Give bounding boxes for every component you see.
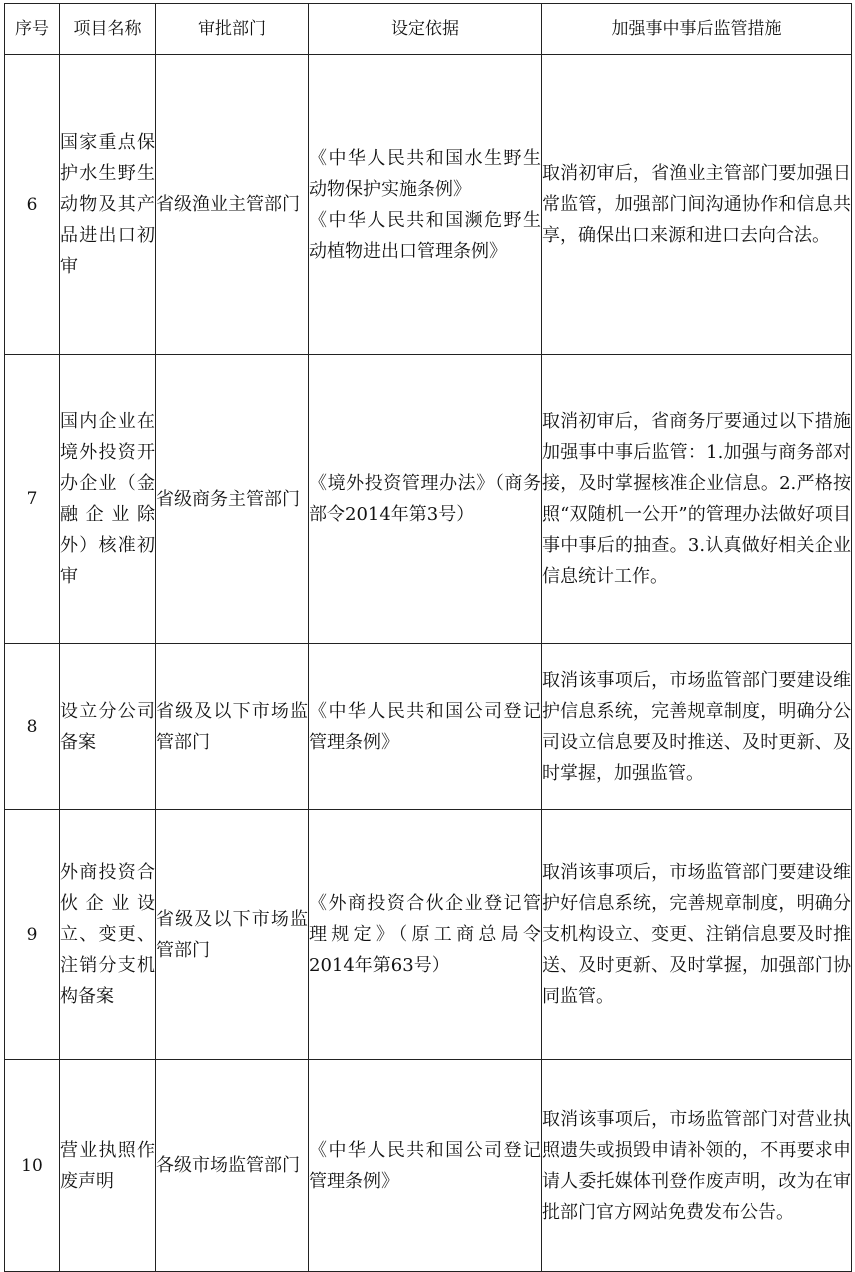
table-row [5,355,852,644]
row-dept: 省级渔业主管部门 [156,55,309,355]
basis-line: 《境外投资管理办法》（商务部令2014年第3号） [309,473,541,525]
table-row [5,55,852,355]
row-item-name: 国内企业在境外投资开办企业（金融企业除外）核准初审 [60,355,156,644]
basis-line: 《外商投资合伙企业登记管理规定》（原工商总局令2014年第63号） [309,893,541,976]
row-item-name: 设立分公司备案 [60,644,156,810]
row-dept: 省级及以下市场监管部门 [156,810,309,1060]
header-basis: 设定依据 [309,4,542,55]
table-row [5,644,852,810]
row-measures: 取消该事项后，市场监管部门对营业执照遗失或损毁申请补领的，不再要求申请人委托媒体刊登作废声明，改为在审批部门官方网站免费发布公告。 [542,1060,852,1272]
row-basis [309,355,542,644]
header-dept: 审批部门 [156,4,309,55]
row-no: 7 [5,355,60,644]
basis-line: 《中华人民共和国公司登记管理条例》 [309,700,541,753]
row-basis [309,810,542,1060]
row-basis [309,1060,542,1272]
header-no: 序号 [5,4,60,55]
header-measures: 加强事中事后监管措施 [542,4,852,55]
approval-items-table [4,3,852,1272]
row-no: 6 [5,55,60,355]
row-item-name: 国家重点保护水生野生动物及其产品进出口初审 [60,55,156,355]
table-header-row [5,4,852,55]
row-dept: 各级市场监管部门 [156,1060,309,1272]
row-dept: 省级及以下市场监管部门 [156,644,309,810]
row-no: 8 [5,644,60,810]
row-item-name: 营业执照作废声明 [60,1060,156,1272]
row-dept: 省级商务主管部门 [156,355,309,644]
row-basis [309,644,542,810]
row-no: 10 [5,1060,60,1272]
row-no: 9 [5,810,60,1060]
table-row [5,810,852,1060]
row-basis [309,55,542,355]
table-row [5,1060,852,1272]
basis-line: 《中华人民共和国水生野生动物保护实施条例》 [309,147,541,200]
basis-line: 《中华人民共和国濒危野生动植物进出口管理条例》 [309,209,541,262]
basis-line: 《中华人民共和国公司登记管理条例》 [309,1139,541,1192]
row-measures: 取消初审后，省渔业主管部门要加强日常监管，加强部门间沟通协作和信息共享，确保出口来源和进口去向合法。 [542,55,852,355]
row-measures: 取消该事项后，市场监管部门要建设维护信息系统，完善规章制度，明确分公司设立信息要及时推送、及时更新、及时掌握，加强监管。 [542,644,852,810]
row-measures: 取消初审后，省商务厅要通过以下措施加强事中事后监管：1.加强与商务部对接，及时掌握核准企业信息。2.严格按照“双随机一公开”的管理办法做好项目事中事后的抽查。3.认真做好相关企业信息统计工作。 [542,355,852,644]
row-item-name: 外商投资合伙企业设立、变更、注销分支机构备案 [60,810,156,1060]
row-measures: 取消该事项后，市场监管部门要建设维护好信息系统，完善规章制度，明确分支机构设立、变更、注销信息要及时推送、及时更新、及时掌握，加强部门协同监管。 [542,810,852,1060]
header-name: 项目名称 [60,4,156,55]
